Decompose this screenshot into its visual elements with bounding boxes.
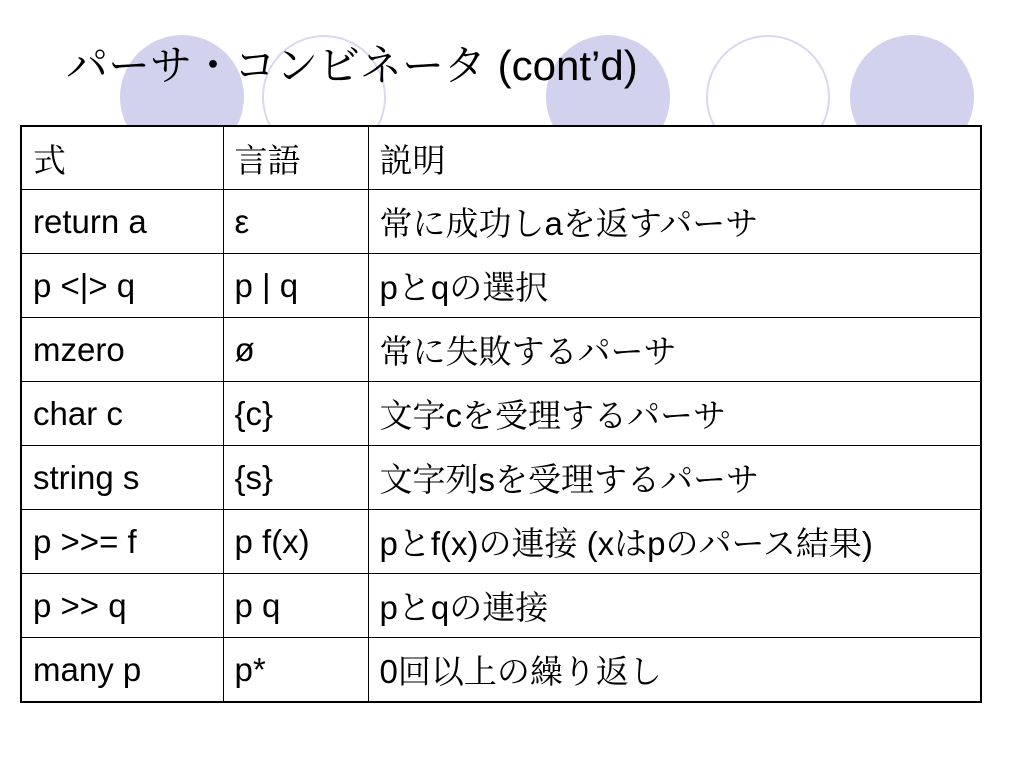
cell-expression: p >>= f bbox=[21, 510, 223, 574]
cell-language: p q bbox=[223, 574, 368, 638]
header-description: 説明 bbox=[368, 126, 981, 190]
table-row bbox=[21, 574, 981, 638]
table-row bbox=[21, 382, 981, 446]
table-row bbox=[21, 318, 981, 382]
slide-title: パーサ・コンビネータ (cont’d) bbox=[66, 42, 638, 89]
table-row bbox=[21, 638, 981, 703]
combinator-table bbox=[20, 125, 982, 703]
table-header-row bbox=[21, 126, 981, 190]
table-row bbox=[21, 254, 981, 318]
cell-expression: return a bbox=[21, 190, 223, 254]
cell-language: ε bbox=[223, 190, 368, 254]
cell-language: {s} bbox=[223, 446, 368, 510]
cell-description: 0回以上の繰り返し bbox=[368, 638, 981, 703]
cell-language: p | q bbox=[223, 254, 368, 318]
cell-language: p* bbox=[223, 638, 368, 703]
cell-language: p f(x) bbox=[223, 510, 368, 574]
cell-expression: mzero bbox=[21, 318, 223, 382]
cell-description: 文字列sを受理するパーサ bbox=[368, 446, 981, 510]
cell-description: 常に失敗するパーサ bbox=[368, 318, 981, 382]
table-row bbox=[21, 446, 981, 510]
header-language: 言語 bbox=[223, 126, 368, 190]
cell-expression: many p bbox=[21, 638, 223, 703]
cell-description: pとqの連接 bbox=[368, 574, 981, 638]
cell-description: 文字cを受理するパーサ bbox=[368, 382, 981, 446]
cell-language: {c} bbox=[223, 382, 368, 446]
table-row bbox=[21, 190, 981, 254]
cell-expression: p >> q bbox=[21, 574, 223, 638]
table-row bbox=[21, 510, 981, 574]
cell-description: 常に成功しaを返すパーサ bbox=[368, 190, 981, 254]
cell-expression: p <|> q bbox=[21, 254, 223, 318]
cell-expression: char c bbox=[21, 382, 223, 446]
cell-description: pとf(x)の連接 (xはpのパース結果) bbox=[368, 510, 981, 574]
cell-description: pとqの選択 bbox=[368, 254, 981, 318]
cell-language: ø bbox=[223, 318, 368, 382]
header-expression: 式 bbox=[21, 126, 223, 190]
cell-expression: string s bbox=[21, 446, 223, 510]
